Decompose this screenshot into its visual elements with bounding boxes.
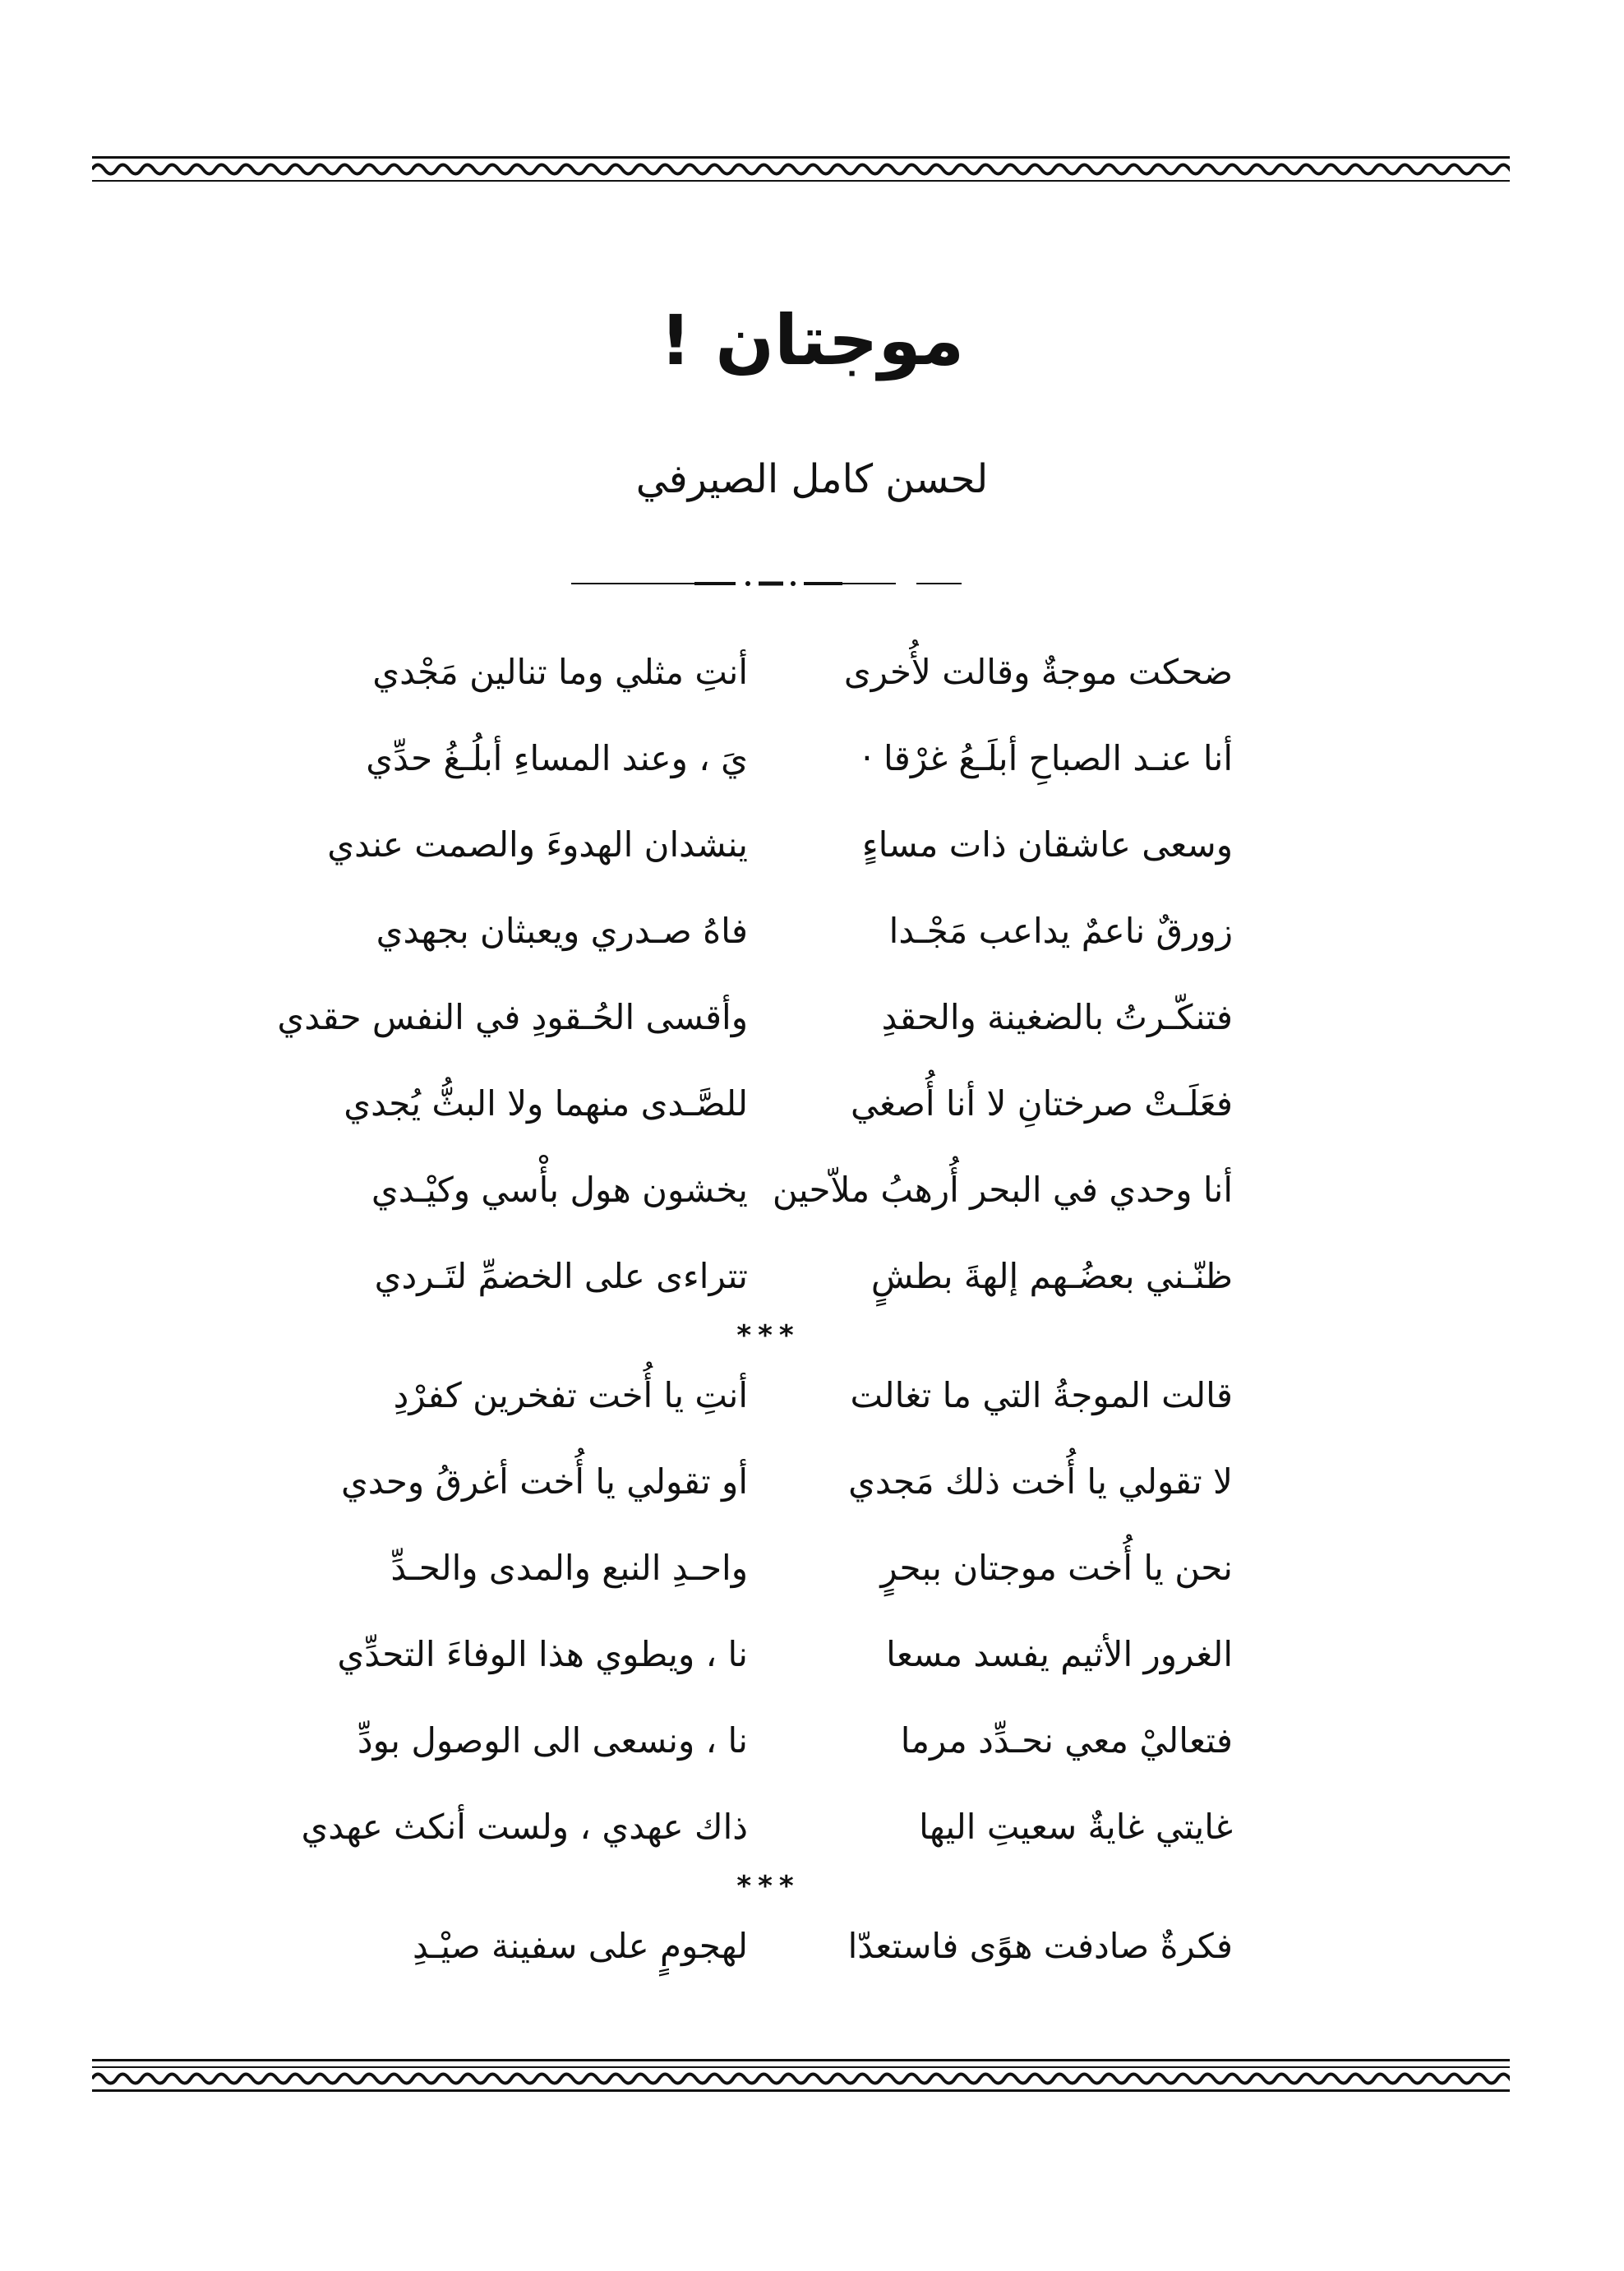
- verse-first-hemistich: زورقٌ ناعمٌ يداعب مَجْـدا: [888, 911, 1233, 951]
- verse-first-hemistich: ضحكت موجةٌ وقالت لأُخرى: [843, 652, 1233, 692]
- top-border-rule-thin: [92, 180, 1510, 182]
- verse-line: [304, 888, 1233, 974]
- verse-second-hemistich: لهجومٍ على سفينة صيْـدِ: [413, 1926, 748, 1966]
- verse-second-hemistich: للصَّـدى منهما ولا البثُّ يُجدي: [344, 1083, 748, 1124]
- poem-section-3: [304, 1903, 1233, 1989]
- poem-author: لحسن كامل الصيرفي: [635, 456, 989, 502]
- verse-second-hemistich: ينشدان الهدوءَ والصمت عندي: [327, 824, 748, 865]
- verse-line: [301, 1784, 1233, 1870]
- section-separator: ***: [736, 1870, 800, 1903]
- top-decorative-border: [92, 156, 1510, 182]
- verse-line: [304, 1352, 1233, 1438]
- verse-second-hemistich: نا ، ويطوي هذا الوفاءَ التحدِّي: [337, 1634, 748, 1674]
- verse-first-hemistich: فتنكّـرتُ بالضغينة والحقدِ: [881, 997, 1233, 1037]
- verse-second-hemistich: وأقسى الحُـقودِ في النفس حقدي: [277, 997, 748, 1037]
- verse-first-hemistich: غايتي غايةٌ سعيتِ اليها: [919, 1807, 1233, 1847]
- verse-line: [304, 801, 1233, 888]
- verse-line: [304, 1697, 1233, 1784]
- verse-second-hemistich: ذاك عهدي ، ولست أنكث عهدي: [301, 1807, 748, 1847]
- wave-ornament-icon: [92, 159, 1510, 180]
- verse-line: [304, 1060, 1233, 1147]
- verse-first-hemistich: وسعى عاشقان ذات مساءٍ: [861, 824, 1233, 865]
- poem-body: [277, 629, 1233, 1989]
- verse-line: [304, 1147, 1233, 1233]
- bottom-decorative-border: [92, 2059, 1510, 2092]
- verse-line: [304, 1525, 1233, 1611]
- bottom-border-rule: [92, 2059, 1510, 2061]
- verse-second-hemistich: أنتِ مثلي وما تنالين مَجْدي: [372, 652, 748, 692]
- verse-line: [304, 1611, 1233, 1697]
- verse-first-hemistich: فعَلَـتْ صرختانِ لا أنا أُصغي: [850, 1083, 1233, 1124]
- verse-line: [304, 1438, 1233, 1525]
- verse-first-hemistich: نحن يا أُخت موجتان ببحرٍ: [880, 1548, 1233, 1588]
- verse-second-hemistich: يخشون هول بأْسي وكيْـدي: [371, 1170, 748, 1210]
- verse-line: [277, 974, 1233, 1060]
- verse-first-hemistich: الغرور الأثيم يفسد مسعا: [886, 1634, 1233, 1674]
- verse-second-hemistich: تتراءى على الخضمِّ لتَـردي: [374, 1256, 748, 1296]
- verse-first-hemistich: فكرةٌ صادفت هوًى فاستعدّا: [847, 1926, 1233, 1966]
- verse-second-hemistich: يَ ، وعند المساءِ أبلُـغُ حدِّي: [366, 738, 748, 778]
- verse-second-hemistich: فاهُ صـدري ويعبثان بجهدي: [376, 911, 748, 951]
- poem-title: موجتان !: [659, 300, 965, 381]
- verse-first-hemistich: لا تقولي يا أُخت ذلك مَجدي: [848, 1461, 1233, 1502]
- section-separator: ***: [736, 1319, 800, 1352]
- verse-second-hemistich: واحـدِ النبع والمدى والحـدِّ: [390, 1548, 748, 1588]
- poem-section-2: [301, 1352, 1233, 1870]
- verse-line: [304, 715, 1233, 801]
- divider-flourish-icon: [571, 575, 962, 592]
- verse-line: [304, 629, 1233, 715]
- verse-second-hemistich: أو تقولي يا أُخت أغرقُ وحدي: [340, 1461, 748, 1502]
- verse-line: [304, 1903, 1233, 1989]
- verse-line: [304, 1233, 1233, 1319]
- verse-first-hemistich: فتعاليْ معي نحـدِّد مرما: [900, 1720, 1233, 1761]
- title-divider-ornament: [571, 575, 962, 592]
- wave-ornament-icon: [92, 2068, 1510, 2089]
- poem-section-1: [277, 629, 1233, 1319]
- verse-first-hemistich: ظنّـني بعضُـهم إلهةَ بطشٍ: [870, 1256, 1233, 1296]
- verse-second-hemistich: نا ، ونسعى الى الوصول بودِّ: [357, 1720, 748, 1761]
- verse-second-hemistich: أنتِ يا أُخت تفخرين كفرْدِ: [393, 1375, 748, 1415]
- bottom-border-rule: [92, 2089, 1510, 2092]
- verse-first-hemistich: قالت الموجةُ التي ما تغالت: [850, 1375, 1233, 1415]
- verse-first-hemistich: أنا وحدي في البحر أُرهبُ ملاّحين: [772, 1170, 1233, 1210]
- verse-first-hemistich: أنا عنـد الصباحِ أبلَـعُ غرْقا ·: [861, 738, 1233, 778]
